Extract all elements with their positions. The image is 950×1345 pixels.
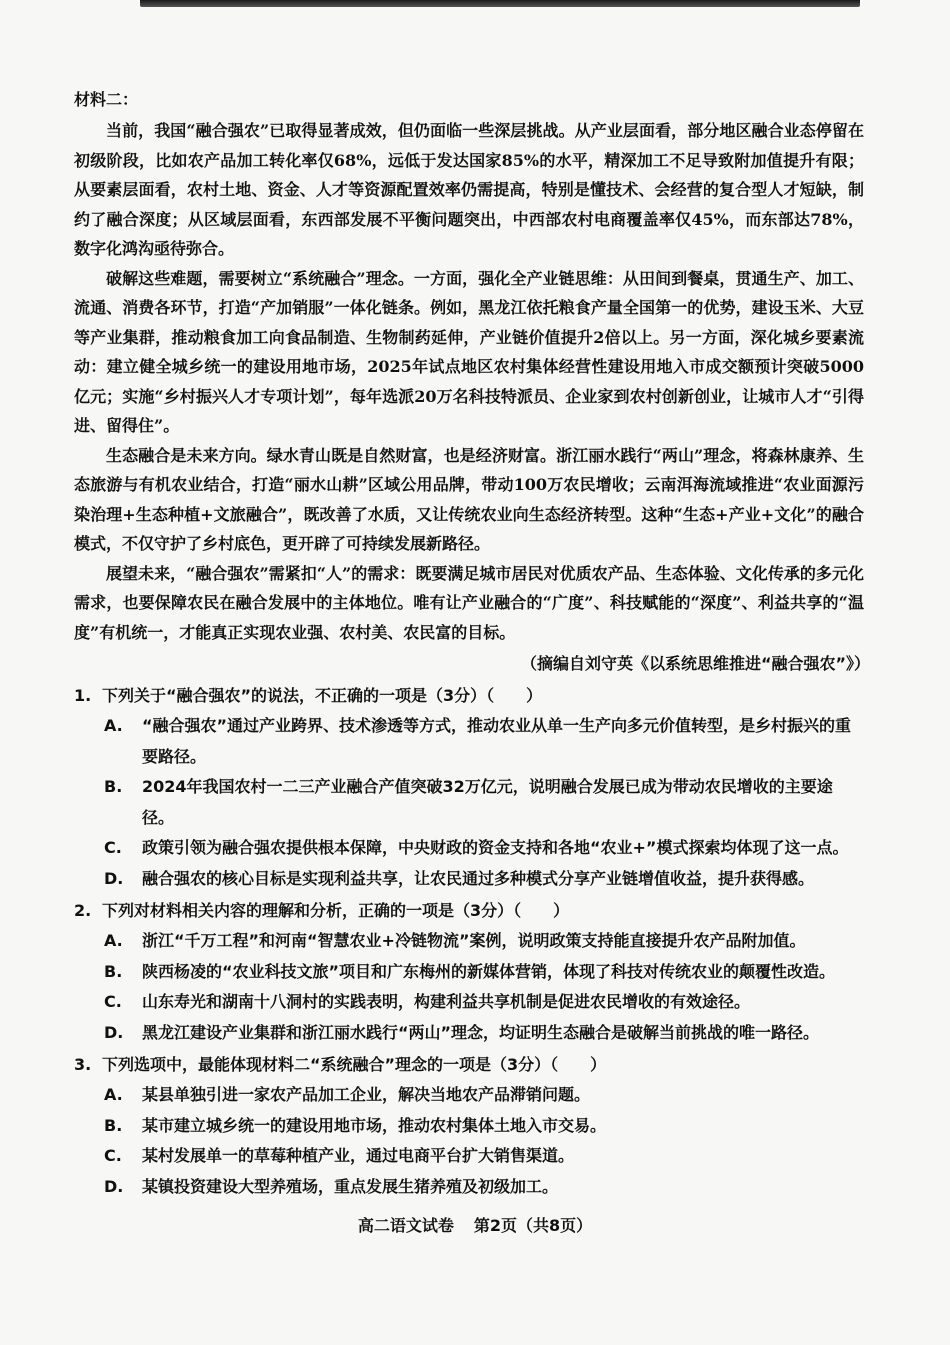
option-text: 浙江“千万工程”和河南“智慧农业+冷链物流”案例，说明政策支持能直接提升农产品附加值。	[142, 931, 806, 950]
option-letter: B.	[104, 1115, 123, 1135]
question-stem	[74, 896, 864, 926]
question-2	[74, 896, 864, 1048]
option-text: 某县单独引进一家农产品加工企业，解决当地农产品滞销问题。	[142, 1085, 591, 1104]
question-number: 1.	[74, 686, 92, 705]
question-1	[74, 681, 864, 894]
option-letter: D.	[104, 1022, 124, 1042]
question-text: 下列选项中，最能体现材料二“系统融合”理念的一项是（3分）（ ）	[102, 1055, 607, 1074]
option-text: 融合强农的核心目标是实现利益共享，让农民通过多种模式分享产业链增值收益，提升获得感。	[142, 868, 815, 888]
answer-option	[104, 1080, 864, 1111]
page-footer	[0, 1213, 950, 1236]
option-letter: C.	[104, 1146, 122, 1165]
question-stem	[74, 681, 864, 711]
option-text: 某市建立城乡统一的建设用地市场，推动农村集体土地入市交易。	[142, 1115, 607, 1135]
material-paragraph: 展望未来，“融合强农”需紧扣“人”的需求：既要满足城市居民对优质农产品、生态体验、文化传承的多元化需求，也要保障农民在融合发展中的主体地位。唯有让产业融合的“广度”、科技赋能的“深度”、利益共享的“温度”有机统一，才能真正实现农业强、农村美、农民富的目标。	[74, 563, 864, 642]
option-text: 2024年我国农村一二三产业融合产值突破32万亿元，说明融合发展已成为带动农民增收的主要途径。	[142, 777, 833, 827]
answer-option	[104, 1111, 864, 1142]
page-content	[74, 86, 870, 1202]
exam-name: 高二语文试卷	[357, 1216, 454, 1235]
answer-option	[104, 711, 864, 772]
material-paragraph: 当前，我国“融合强农”已取得显著成效，但仍面临一些深层挑战。从产业层面看，部分地区融合业态停留在初级阶段，比如农产品加工转化率仅68%，远低于发达国家85%的水平，精深加工不足导致附加值提升有限；从要素层面看，农村土地、资金、人才等资源配置效率仍需提高，特别是懂技术、会经营的复合型人才短缺，制约了融合深度；从区域层面看，东西部发展不平衡问题突出，中西部农村电商覆盖率仅45%，而东部达78%，数字化鸿沟亟待弥合。	[74, 121, 864, 258]
answer-option	[104, 864, 864, 895]
question-number: 2.	[74, 901, 92, 920]
option-letter: C.	[104, 838, 122, 857]
material-paragraph: 生态融合是未来方向。绿水青山既是自然财富，也是经济财富。浙江丽水践行“两山”理念，将森林康养、生态旅游与有机农业结合，打造“丽水山耕”区域公用品牌，带动100万农民增收；云南洱海流域推进“农业面源污染治理+生态种植+文旅融合”，既改善了水质，又让传统农业向生态经济转型。这种“生态+产业+文化”的融合模式，不仅守护了乡村底色，更开辟了可持续发展新路径。	[74, 445, 864, 553]
answer-option	[104, 987, 864, 1018]
option-letter: C.	[104, 992, 122, 1011]
answer-option	[104, 1018, 864, 1049]
answer-option	[104, 833, 864, 864]
material-title: 材料二：	[74, 90, 139, 109]
option-letter: D.	[104, 1176, 124, 1196]
option-letter: A.	[104, 1085, 123, 1104]
option-text: 山东寿光和湖南十八洞村的实践表明，构建利益共享机制是促进农民增收的有效途径。	[142, 992, 751, 1011]
answer-option	[104, 1172, 864, 1203]
option-letter: B.	[104, 961, 123, 981]
option-letter: B.	[104, 777, 123, 796]
material-paragraph: 破解这些难题，需要树立“系统融合”理念。一方面，强化全产业链思维：从田间到餐桌，贯通生产、加工、流通、消费各环节，打造“产加销服”一体化链条。例如，黑龙江依托粮食产量全国第一的优势，建设玉米、大豆等产业集群，推动粮食加工向食品制造、生物制药延伸，产业链价值提升2倍以上。另一方面，深化城乡要素流动：建立健全城乡统一的建设用地市场，2025年试点地区农村集体经营性建设用地入市成交额预计突破5000亿元；实施“乡村振兴人才专项计划”，每年选派20万名科技特派员、企业家到农村创新创业，让城市人才“引得进、留得住”。	[74, 268, 864, 435]
question-3	[74, 1050, 864, 1202]
question-text: 下列对材料相关内容的理解和分析，正确的一项是（3分）（ ）	[102, 901, 570, 920]
answer-option	[104, 1141, 864, 1172]
option-text: 某村发展单一的草莓种植产业，通过电商平台扩大销售渠道。	[142, 1146, 575, 1165]
option-text: 政策引领为融合强农提供根本保障，中央财政的资金支持和各地“农业+”模式探索均体现了这一点。	[142, 838, 849, 857]
option-letter: D.	[104, 868, 124, 888]
option-letter: A.	[104, 931, 123, 950]
page-number: 第2页（共8页）	[473, 1216, 593, 1235]
answer-option	[104, 772, 864, 833]
option-text: 某镇投资建设大型养殖场，重点发展生猪养殖及初级加工。	[142, 1176, 559, 1196]
question-number: 3.	[74, 1055, 92, 1074]
material-source: （摘编自刘守英《以系统思维推进“融合强农”》）	[520, 654, 870, 673]
scan-top-edge	[140, 0, 860, 7]
option-letter: A.	[104, 716, 123, 735]
option-text: 陕西杨凌的“农业科技文旅”项目和广东梅州的新媒体营销，体现了科技对传统农业的颠覆性改造。	[142, 961, 836, 981]
question-stem	[74, 1050, 864, 1080]
option-text: 黑龙江建设产业集群和浙江丽水践行“两山”理念，均证明生态融合是破解当前挑战的唯一路径。	[142, 1022, 820, 1042]
option-text: “融合强农”通过产业跨界、技术渗透等方式，推动农业从单一生产向多元价值转型，是乡村振兴的重要路径。	[142, 716, 852, 766]
answer-option	[104, 957, 864, 988]
answer-option	[104, 926, 864, 957]
question-text: 下列关于“融合强农”的说法，不正确的一项是（3分）（ ）	[102, 686, 543, 705]
